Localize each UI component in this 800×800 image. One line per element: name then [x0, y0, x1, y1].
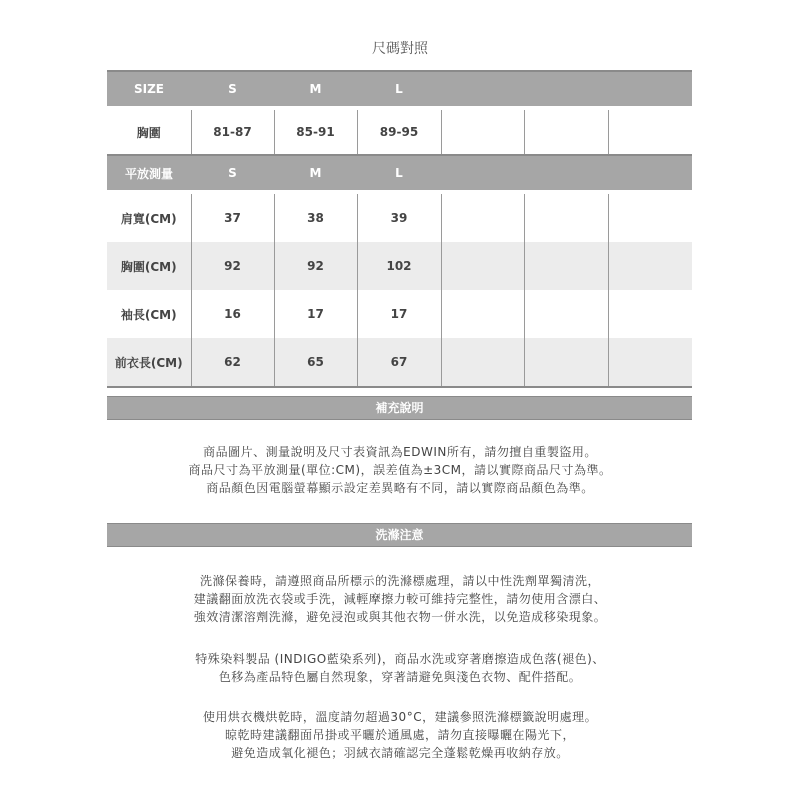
table-cell: [524, 194, 608, 242]
text-line: 洗滌保養時，請遵照商品所標示的洗滌標處理，請以中性洗劑單獨清洗，: [199, 574, 600, 588]
washing-text-block-1: [0, 572, 800, 626]
table-cell: 92: [191, 242, 274, 290]
table-cell: [524, 110, 608, 155]
text-line: 使用烘衣機烘乾時，溫度請勿超過30°C，建議參照洗滌標籤說明處理。: [202, 710, 598, 724]
row-label: 胸圍: [107, 110, 191, 155]
text-line: 特殊染料製品 (INDIGO藍染系列)，商品水洗或穿著磨擦造成色落(褪色)、: [195, 652, 605, 666]
header-cell: [441, 155, 524, 190]
table-row: [107, 338, 692, 387]
text-line: 晾乾時建議翻面吊掛或平曬於通風處，請勿直接曝曬在陽光下，: [224, 728, 575, 742]
header-cell: L: [357, 155, 441, 190]
table-cell: [608, 338, 692, 387]
row-label: 胸圍(CM): [107, 242, 191, 290]
table-cell: [608, 110, 692, 155]
supplement-text: [0, 443, 800, 497]
text-line: 商品圖片、測量說明及尺寸表資訊為EDWIN所有，請勿擅自重製盜用。: [203, 445, 597, 459]
table-cell: 17: [274, 290, 357, 338]
table-cell: [441, 194, 524, 242]
header-cell: [524, 155, 608, 190]
table-cell: [608, 242, 692, 290]
row-label: 前衣長(CM): [107, 338, 191, 387]
washing-text-block-3: [0, 708, 800, 762]
table-cell: 62: [191, 338, 274, 387]
row-label: 袖長(CM): [107, 290, 191, 338]
page-title: 尺碼對照: [372, 41, 428, 57]
table-cell: 38: [274, 194, 357, 242]
table-cell: 37: [191, 194, 274, 242]
table-cell: 65: [274, 338, 357, 387]
text-line: 強效清潔溶劑洗滌，避免浸泡或與其他衣物一併水洗，以免造成移染現象。: [193, 610, 607, 624]
text-line: 色移為產品特色屬自然現象，穿著請避免與淺色衣物、配件搭配。: [218, 670, 582, 684]
header-cell: 平放測量: [107, 155, 191, 190]
table-cell: 81-87: [191, 110, 274, 155]
table-row: [107, 290, 692, 338]
table-row: [107, 242, 692, 290]
header-cell: S: [191, 71, 274, 106]
header-cell: [608, 155, 692, 190]
measurement-header-row: [107, 155, 692, 190]
header-cell: S: [191, 155, 274, 190]
table-cell: [524, 338, 608, 387]
text-line: 建議翻面放洗衣袋或手洗，減輕摩擦力較可維持完整性，請勿使用含漂白、: [193, 592, 607, 606]
row-label: 肩寬(CM): [107, 194, 191, 242]
table-cell: 39: [357, 194, 441, 242]
supplement-heading: 補充說明: [107, 396, 692, 420]
header-cell: M: [274, 155, 357, 190]
table-row: [107, 194, 692, 242]
table-cell: 16: [191, 290, 274, 338]
table-cell: [524, 290, 608, 338]
text-line: 商品顏色因電腦螢幕顯示設定差異略有不同，請以實際商品顏色為準。: [206, 481, 594, 495]
text-line: 避免造成氧化褪色；羽絨衣請確認完全蓬鬆乾燥再收納存放。: [231, 746, 569, 760]
size-chart-table: [107, 70, 692, 388]
table-cell: [608, 194, 692, 242]
table-cell: 102: [357, 242, 441, 290]
table-cell: [441, 242, 524, 290]
washing-heading: 洗滌注意: [107, 523, 692, 547]
table-cell: [441, 338, 524, 387]
table-cell: [441, 290, 524, 338]
table-cell: 92: [274, 242, 357, 290]
header-cell: [524, 71, 608, 106]
table-cell: [524, 242, 608, 290]
header-cell: SIZE: [107, 71, 191, 106]
table-cell: [608, 290, 692, 338]
size-header-row: [107, 71, 692, 106]
text-line: 商品尺寸為平放測量(單位:CM)，誤差值為±3CM，請以實際商品尺寸為準。: [188, 463, 612, 477]
table-cell: 85-91: [274, 110, 357, 155]
table-cell: 17: [357, 290, 441, 338]
header-cell: L: [357, 71, 441, 106]
header-cell: [608, 71, 692, 106]
table-row: [107, 110, 692, 155]
table-cell: 89-95: [357, 110, 441, 155]
table-cell: 67: [357, 338, 441, 387]
header-cell: M: [274, 71, 357, 106]
table-cell: [441, 110, 524, 155]
washing-text-block-2: [0, 650, 800, 686]
header-cell: [441, 71, 524, 106]
